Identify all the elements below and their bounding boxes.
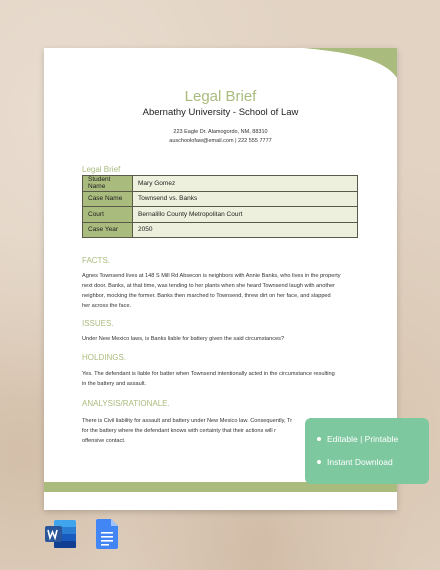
bullet-icon (317, 437, 321, 441)
table-key: Case Name (83, 191, 133, 207)
word-icon[interactable] (44, 519, 78, 549)
table-row (83, 176, 358, 192)
holdings-heading: HOLDINGS. (82, 353, 127, 362)
table-key: Student Name (83, 176, 133, 192)
analysis-heading: ANALYSIS/RATIONALE. (82, 399, 170, 408)
analysis-line: offensive contact. (82, 438, 126, 444)
badge-item-label: Editable | Printable (327, 434, 399, 444)
facts-line: neighbor, mocking the former. Banks then marched to Townsend, threw dirt on her face, and slapped (82, 293, 331, 299)
table-row (83, 191, 358, 207)
table-value: Mary Gomez (133, 176, 358, 192)
holdings-line: Yes. The defendant is liable for batter when Townsend intentionally acted in the circumstance resulting (82, 371, 335, 377)
analysis-line: for the battery where the defendant knows with certainty that their actions will r (82, 428, 277, 434)
features-badge (305, 418, 429, 484)
analysis-line: There is Civil liability for assault and battery under New Mexico law. Consequently, Tr (82, 418, 293, 424)
address-line: 223 Eagle Dr. Alamogordo, NM, 88310 (173, 129, 268, 135)
table-row (83, 207, 358, 223)
header-swoosh (44, 48, 397, 88)
badge-item-download (317, 457, 393, 467)
table-key: Court (83, 207, 133, 223)
table-value: 2050 (133, 222, 358, 238)
badge-item-label: Instant Download (327, 457, 393, 467)
issues-line: Under New Mexico laws, is Banks liable for battery given the said circumstances? (82, 336, 285, 342)
facts-line: Agnes Townsend lives at 148 S Mill Rd Absecon is neighbors with Annie Banks, who lives in the property (82, 273, 341, 279)
document-title: Legal Brief (184, 88, 257, 105)
facts-line: her across the face. (82, 303, 132, 309)
info-table (82, 175, 358, 238)
facts-heading: FACTS. (82, 256, 111, 265)
bullet-icon (317, 460, 321, 464)
facts-line: next door. Banks, at that time, was tending to her plants when she heard Townsend laugh with another (82, 283, 336, 289)
table-value: Bernalillo County Metropolitan Court (133, 207, 358, 223)
table-row (83, 222, 358, 238)
document-subtitle: Abernathy University - School of Law (142, 107, 299, 118)
issues-heading: ISSUES. (82, 319, 114, 328)
google-docs-icon[interactable] (96, 519, 118, 549)
badge-item-editable (317, 434, 398, 444)
section-label: Legal Brief (82, 165, 121, 174)
table-key: Case Year (83, 222, 133, 238)
holdings-line: in the battery and assault. (82, 381, 147, 387)
contact-line: auschoolofaw@email.com | 222 555 7777 (169, 138, 272, 144)
table-value: Townsend vs. Banks (133, 191, 358, 207)
